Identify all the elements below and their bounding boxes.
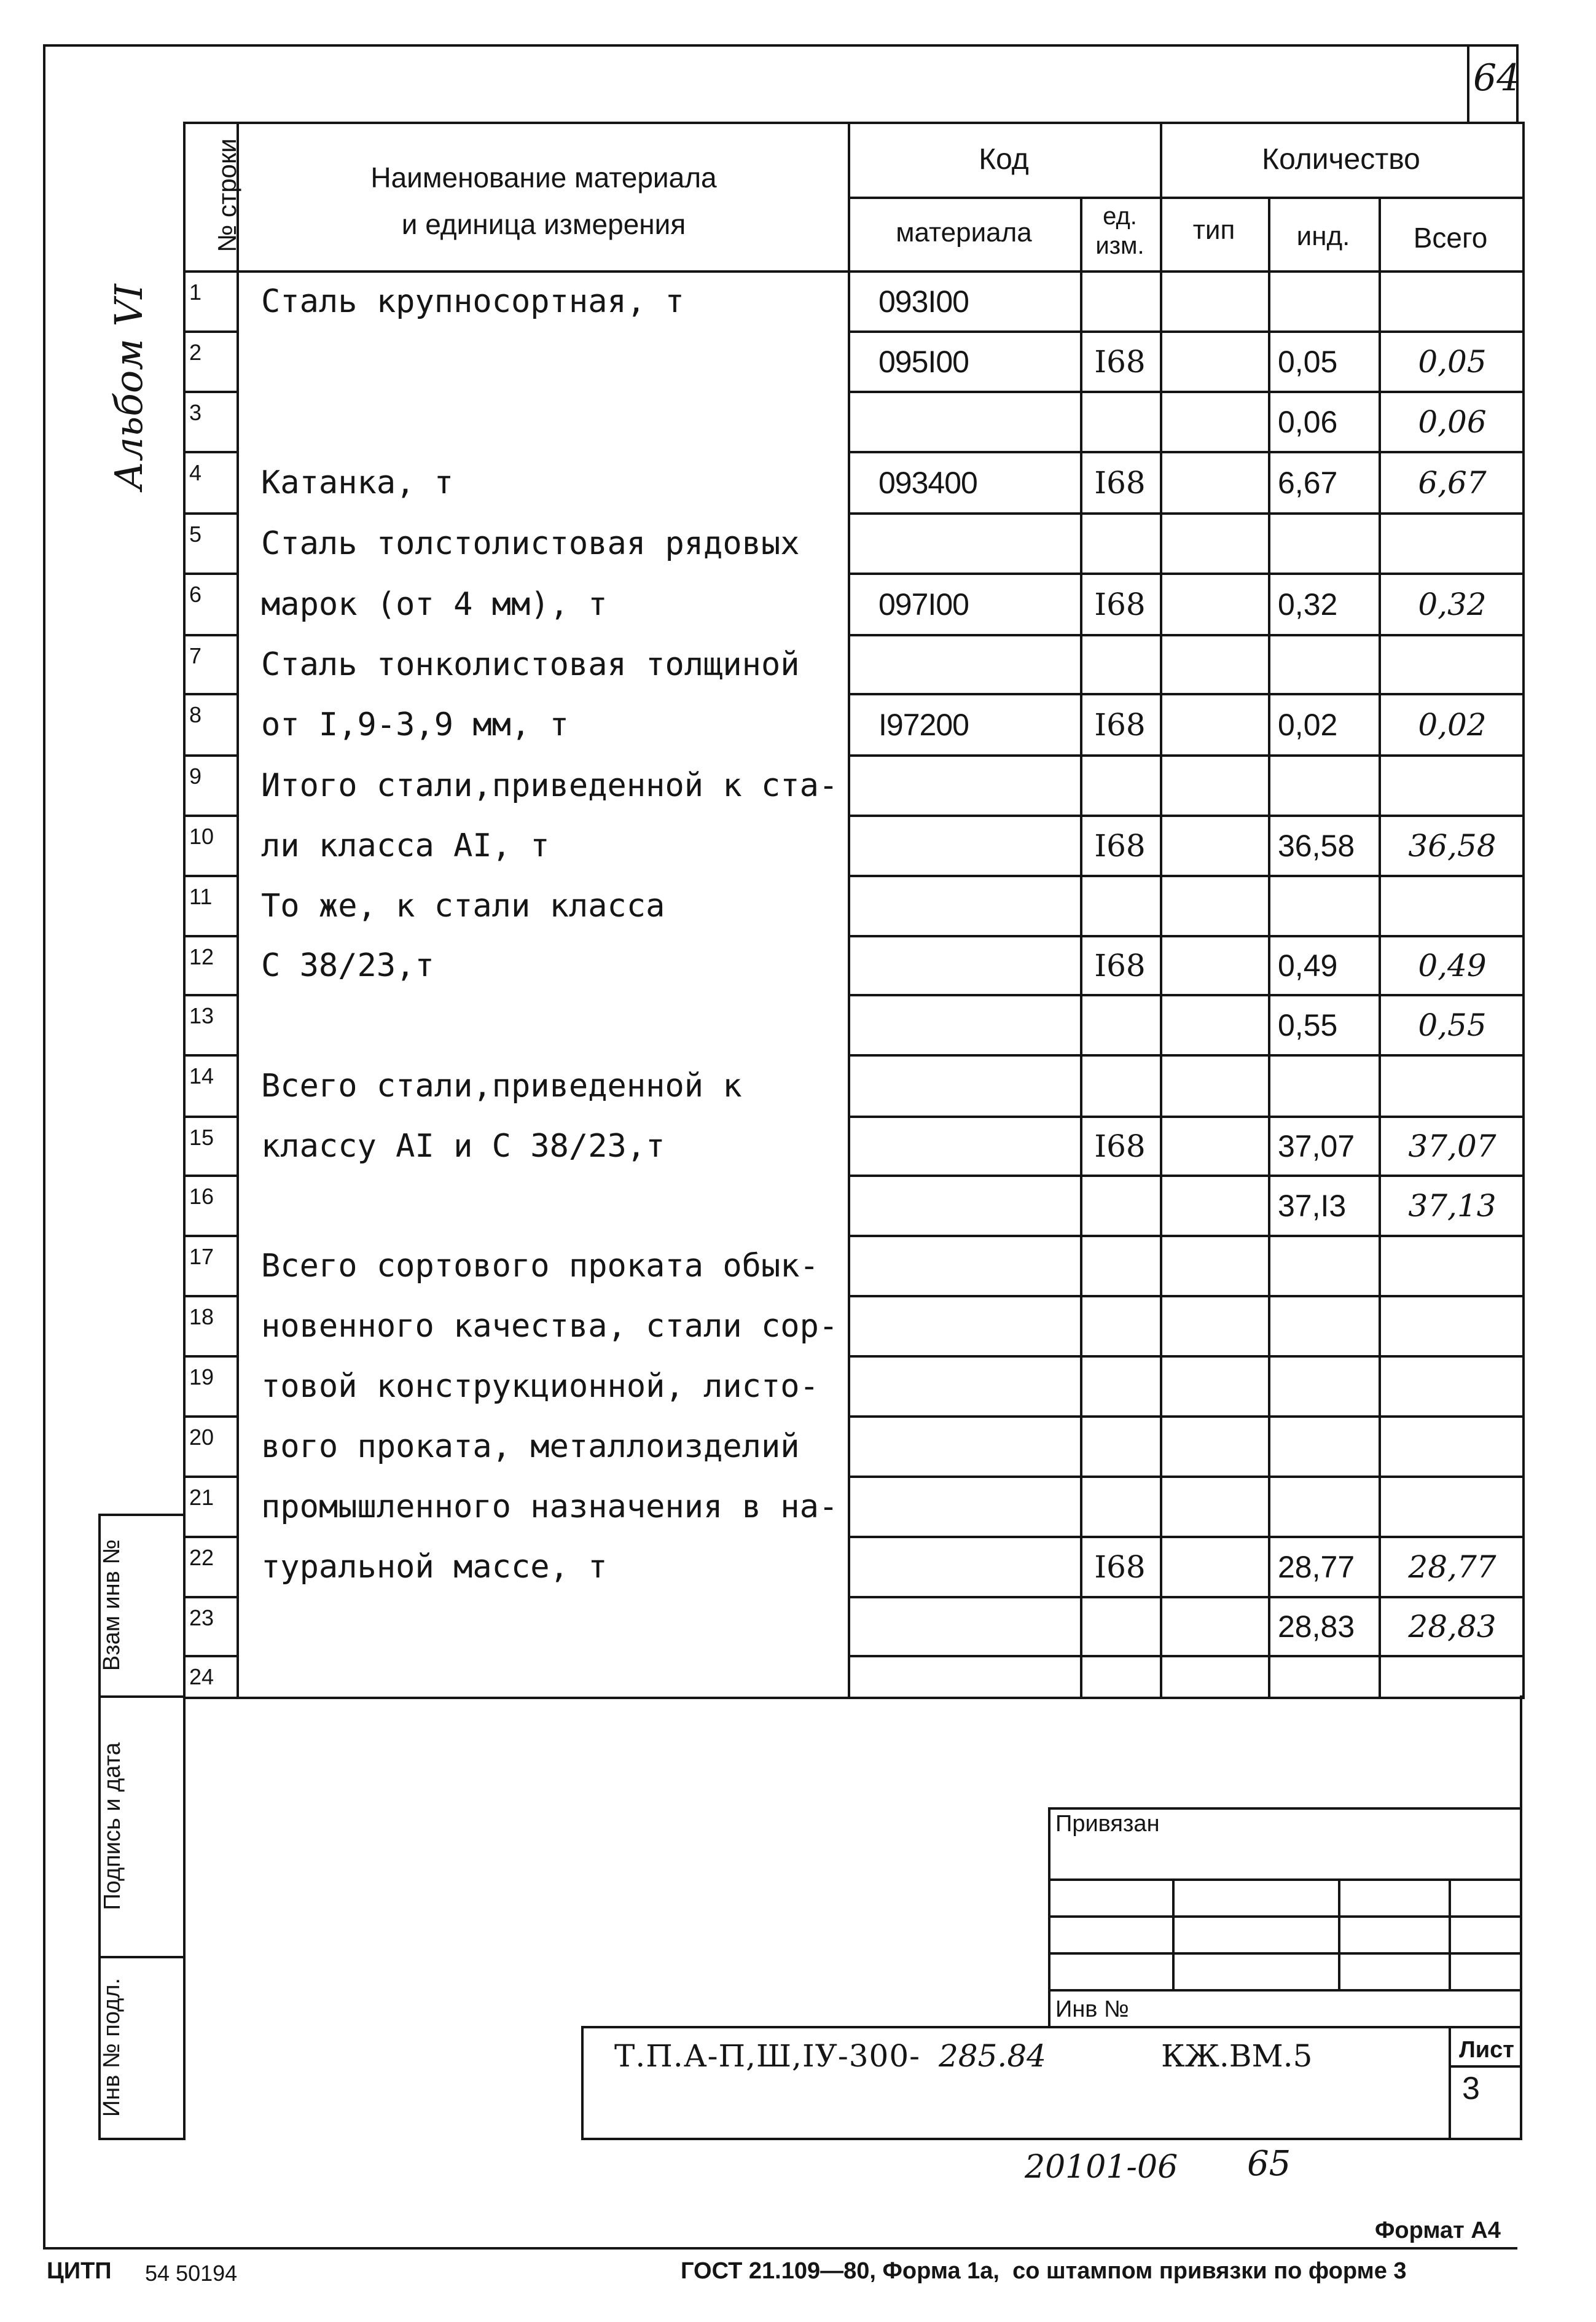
material-code: [878, 1296, 1075, 1356]
unit-code: [1080, 392, 1160, 452]
outer-frame-bottom: [43, 2247, 1517, 2250]
type-value: [1160, 694, 1268, 756]
ind-value: [1278, 514, 1376, 574]
unit-code: I68: [1094, 1128, 1146, 1164]
ind-value: 0,49: [1278, 948, 1338, 983]
row-number: 2: [189, 340, 202, 365]
material-name: [261, 1597, 851, 1656]
table-row: [0, 1176, 1596, 1236]
material-name: [261, 995, 851, 1055]
stamp-h1: [1048, 1878, 1522, 1881]
table-row: [0, 452, 1596, 514]
type-value: [1160, 1176, 1268, 1236]
table-row: [0, 1356, 1596, 1417]
ind-value: [1278, 1236, 1376, 1296]
material-name: С 38/23,т: [261, 947, 434, 984]
ind-value: 36,58: [1278, 829, 1355, 863]
ind-value: 0,06: [1278, 405, 1338, 439]
type-value: [1160, 995, 1268, 1055]
side-label-vzam-inv: Взам инв №: [99, 1539, 125, 1671]
type-value: [1160, 1537, 1268, 1597]
total-value: [1385, 514, 1520, 574]
row-number: 10: [189, 824, 214, 849]
row-number: 11: [189, 884, 213, 909]
ind-value: [1278, 1296, 1376, 1356]
total-value: 0,06: [1418, 404, 1487, 440]
unit-code: [1080, 1296, 1160, 1356]
header-name-line1: Наименование материала: [370, 162, 717, 194]
row-number: 19: [189, 1364, 214, 1390]
row-number: 5: [189, 522, 202, 547]
unit-code: [1080, 1356, 1160, 1417]
unit-code: I68: [1094, 344, 1146, 380]
unit-code: [1080, 1477, 1160, 1537]
footer-number: 54 50194: [145, 2261, 238, 2286]
total-value: 0,55: [1418, 1007, 1487, 1043]
total-value: 37,07: [1408, 1128, 1496, 1164]
album-label: Альбом VI: [106, 284, 151, 490]
total-value: 0,05: [1418, 344, 1487, 380]
material-code: [878, 1537, 1075, 1597]
stamp-v2: [1338, 1878, 1340, 1990]
type-value: [1160, 574, 1268, 635]
header-quantity: Количество: [1262, 143, 1420, 176]
unit-code: [1080, 876, 1160, 936]
type-value: [1160, 876, 1268, 936]
material-name: от I,9-3,9 мм, т: [261, 706, 569, 743]
row-number: 21: [189, 1485, 214, 1510]
unit-code: [1080, 1236, 1160, 1296]
material-code: [878, 995, 1075, 1055]
material-name: промышленного назначения в на-: [261, 1488, 839, 1525]
side-label-signature-date: Подпись и дата: [100, 1742, 125, 1910]
table-row: [0, 1537, 1596, 1597]
unit-code: [1080, 756, 1160, 816]
stamp-h2: [1048, 1915, 1522, 1918]
lower-left-line: [183, 1695, 186, 2140]
unit-code: I68: [1094, 707, 1146, 743]
type-value: [1160, 1296, 1268, 1356]
stamp-h4: [1048, 1989, 1522, 1992]
material-code: [878, 635, 1075, 694]
ind-value: [1278, 1055, 1376, 1117]
table-row: [0, 1055, 1596, 1117]
total-value: [1385, 1236, 1520, 1296]
row-number: 9: [189, 764, 202, 789]
type-value: [1160, 1417, 1268, 1477]
stamp-top: [1048, 1807, 1522, 1810]
type-value: [1160, 1055, 1268, 1117]
unit-code: I68: [1094, 465, 1146, 501]
total-value: 6,67: [1418, 465, 1487, 501]
ind-value: 37,I3: [1278, 1189, 1347, 1223]
stamp-v1: [1172, 1878, 1175, 1990]
ind-value: 0,55: [1278, 1008, 1338, 1042]
type-value: [1160, 936, 1268, 995]
table-row: [0, 1117, 1596, 1176]
material-name: марок (от 4 мм), т: [261, 586, 608, 623]
row-number: 22: [189, 1545, 214, 1570]
header-unit-line2: изм.: [1095, 232, 1144, 259]
lower-right-line: [1520, 1695, 1522, 2140]
row-number: 18: [189, 1304, 214, 1329]
ind-value: 28,83: [1278, 1609, 1355, 1644]
header-material-code: материала: [896, 217, 1032, 248]
total-value: [1385, 1296, 1520, 1356]
handwritten-note-1: 20101-06: [1025, 2149, 1178, 2186]
side-label-inv-podl: Инв № подл.: [99, 1977, 125, 2117]
unit-code: [1080, 635, 1160, 694]
handwritten-note-2: 65: [1247, 2144, 1291, 2184]
title-block-top: [581, 2026, 1522, 2028]
unit-code: [1080, 272, 1160, 332]
type-value: [1160, 1117, 1268, 1176]
type-value: [1160, 514, 1268, 574]
table-row: [0, 574, 1596, 635]
material-code: [878, 1656, 1075, 1698]
material-code: [878, 392, 1075, 452]
material-name: Итого стали,приведенной к ста-: [261, 767, 839, 804]
ind-value: [1278, 876, 1376, 936]
row-number: 20: [189, 1425, 214, 1450]
material-code: [878, 1176, 1075, 1236]
type-value: [1160, 452, 1268, 514]
unit-code: [1080, 1597, 1160, 1656]
material-code: 093I00: [878, 284, 969, 319]
material-name: туральной массе, т: [261, 1549, 608, 1585]
doc-code-part1: Т.П.А-П,Ш,IУ-300-: [614, 2038, 921, 2074]
table-row: [0, 1477, 1596, 1537]
ind-value: 0,32: [1278, 587, 1338, 622]
header-unit-line1: ед.: [1103, 203, 1137, 230]
unit-code: [1080, 995, 1160, 1055]
material-code: 095I00: [878, 345, 969, 379]
total-value: [1385, 876, 1520, 936]
row-number: 13: [189, 1003, 214, 1028]
material-name: классу АI и С 38/23,т: [261, 1128, 665, 1165]
ind-value: 6,67: [1278, 466, 1338, 500]
material-name: [261, 1176, 851, 1236]
total-value: 0,49: [1418, 948, 1487, 983]
material-name: новенного качества, стали сор-: [261, 1308, 839, 1345]
stamp-v3: [1449, 1878, 1451, 1990]
type-value: [1160, 272, 1268, 332]
unit-code: I68: [1094, 587, 1146, 622]
material-name: Сталь тонколистовая толщиной: [261, 646, 800, 683]
unit-code: I68: [1094, 948, 1146, 983]
table-row: [0, 876, 1596, 936]
type-value: [1160, 332, 1268, 392]
type-value: [1160, 635, 1268, 694]
table-row: [0, 756, 1596, 816]
table-row: [0, 514, 1596, 574]
total-value: [1385, 272, 1520, 332]
total-value: 37,13: [1408, 1188, 1496, 1224]
table-row: [0, 1236, 1596, 1296]
material-name: [261, 332, 851, 392]
page-number: 64: [1473, 57, 1520, 100]
footer-org: ЦИТП: [47, 2258, 112, 2284]
material-code: [878, 816, 1075, 876]
row-number: 8: [189, 702, 202, 727]
type-value: [1160, 1477, 1268, 1537]
total-value: [1385, 1055, 1520, 1117]
sheet-number: 3: [1462, 2071, 1480, 2106]
material-name: Всего стали,приведенной к: [261, 1068, 742, 1104]
header-type: тип: [1192, 215, 1235, 245]
material-name: товой конструкционной, листо-: [261, 1368, 819, 1405]
total-value: 0,32: [1418, 587, 1487, 622]
row-number: 24: [189, 1664, 214, 1689]
ind-value: 37,07: [1278, 1129, 1355, 1163]
unit-code: [1080, 1055, 1160, 1117]
row-number: 3: [189, 400, 202, 425]
total-value: 28,77: [1408, 1549, 1496, 1585]
ind-value: [1278, 756, 1376, 816]
ind-value: [1278, 635, 1376, 694]
total-value: 28,83: [1408, 1609, 1496, 1644]
table-row: [0, 995, 1596, 1055]
material-name: вого проката, металлоизделий: [261, 1428, 800, 1465]
ind-value: [1278, 272, 1376, 332]
material-name: Всего сортового проката обык-: [261, 1248, 819, 1284]
material-code: [878, 1597, 1075, 1656]
total-value: [1385, 1417, 1520, 1477]
material-code: 097I00: [878, 587, 969, 622]
type-value: [1160, 392, 1268, 452]
ind-value: [1278, 1356, 1376, 1417]
material-code: [878, 756, 1075, 816]
unit-code: [1080, 1656, 1160, 1698]
footer-gost: ГОСТ 21.109—80, Форма 1а, со штампом привязки по форме 3: [681, 2258, 1407, 2284]
stamp-h3: [1048, 1952, 1522, 1955]
ind-value: [1278, 1656, 1376, 1698]
row-number: 23: [189, 1605, 214, 1630]
stamp-privyazan: Привязан: [1055, 1811, 1160, 1837]
total-value: [1385, 1656, 1520, 1698]
table-row: [0, 272, 1596, 332]
doc-mark: КЖ.ВМ.5: [1161, 2038, 1313, 2074]
table-row: [0, 1296, 1596, 1356]
type-value: [1160, 1236, 1268, 1296]
row-number: 16: [189, 1184, 214, 1209]
table-row: [0, 1597, 1596, 1656]
table-row: [0, 635, 1596, 694]
title-block-left: [581, 2026, 584, 2140]
material-name: ли класса АI, т: [261, 827, 550, 864]
type-value: [1160, 1656, 1268, 1698]
header-ind: инд.: [1296, 221, 1350, 251]
unit-code: I68: [1094, 828, 1146, 864]
doc-code-part2: 285.84: [939, 2038, 1046, 2074]
total-value: [1385, 1356, 1520, 1417]
ind-value: 0,05: [1278, 345, 1338, 379]
material-name: [261, 392, 851, 452]
header-row-number: № строки: [213, 138, 241, 252]
total-value: [1385, 635, 1520, 694]
material-code: [878, 936, 1075, 995]
material-code: [878, 1477, 1075, 1537]
table-row: [0, 816, 1596, 876]
row-number: 17: [189, 1244, 214, 1269]
row-number: 14: [189, 1063, 214, 1089]
material-code: [878, 1236, 1075, 1296]
row-number: 12: [189, 944, 214, 969]
unit-code: I68: [1094, 1549, 1146, 1585]
table-row: [0, 1656, 1596, 1698]
row-number: 1: [189, 280, 202, 305]
ind-value: [1278, 1417, 1376, 1477]
material-name: Катанка, т: [261, 464, 454, 501]
total-value: 0,02: [1418, 707, 1487, 743]
material-code: [878, 1055, 1075, 1117]
table-row: [0, 1417, 1596, 1477]
table-row: [0, 694, 1596, 756]
material-code: [878, 1356, 1075, 1417]
material-code: 093400: [878, 466, 977, 500]
unit-code: [1080, 1417, 1160, 1477]
material-name: [261, 1656, 851, 1698]
total-value: [1385, 1477, 1520, 1537]
unit-code: [1080, 1176, 1160, 1236]
total-value: [1385, 756, 1520, 816]
row-number: 6: [189, 582, 202, 607]
format-label: Формат А4: [1375, 2218, 1501, 2243]
material-code: I97200: [878, 708, 969, 742]
material-code: [878, 876, 1075, 936]
lower-bottom-line: [581, 2138, 1522, 2140]
sheet-label: Лист: [1459, 2037, 1514, 2063]
type-value: [1160, 1597, 1268, 1656]
header-total: Всего: [1413, 222, 1488, 254]
unit-code: [1080, 514, 1160, 574]
type-value: [1160, 816, 1268, 876]
material-code: [878, 514, 1075, 574]
row-number: 15: [189, 1125, 214, 1150]
type-value: [1160, 756, 1268, 816]
type-value: [1160, 1356, 1268, 1417]
row-number: 4: [189, 460, 202, 485]
ind-value: 28,77: [1278, 1550, 1355, 1584]
sheet-box-divider: [1449, 2065, 1522, 2068]
table-row: [0, 332, 1596, 392]
header-code: Код: [979, 143, 1029, 176]
stamp-inv-no: Инв №: [1055, 1996, 1129, 2022]
material-name: Сталь крупносортная, т: [261, 283, 684, 320]
row-number: 7: [189, 643, 202, 668]
material-name: Сталь толстолистовая рядовых: [261, 525, 800, 562]
ind-value: [1278, 1477, 1376, 1537]
material-code: [878, 1117, 1075, 1176]
table-row: [0, 392, 1596, 452]
header-name-line2: и единица измерения: [401, 208, 686, 240]
material-code: [878, 1417, 1075, 1477]
material-name: То же, к стали класса: [261, 888, 665, 925]
total-value: 36,58: [1408, 828, 1496, 864]
ind-value: 0,02: [1278, 708, 1338, 742]
table-row: [0, 936, 1596, 995]
